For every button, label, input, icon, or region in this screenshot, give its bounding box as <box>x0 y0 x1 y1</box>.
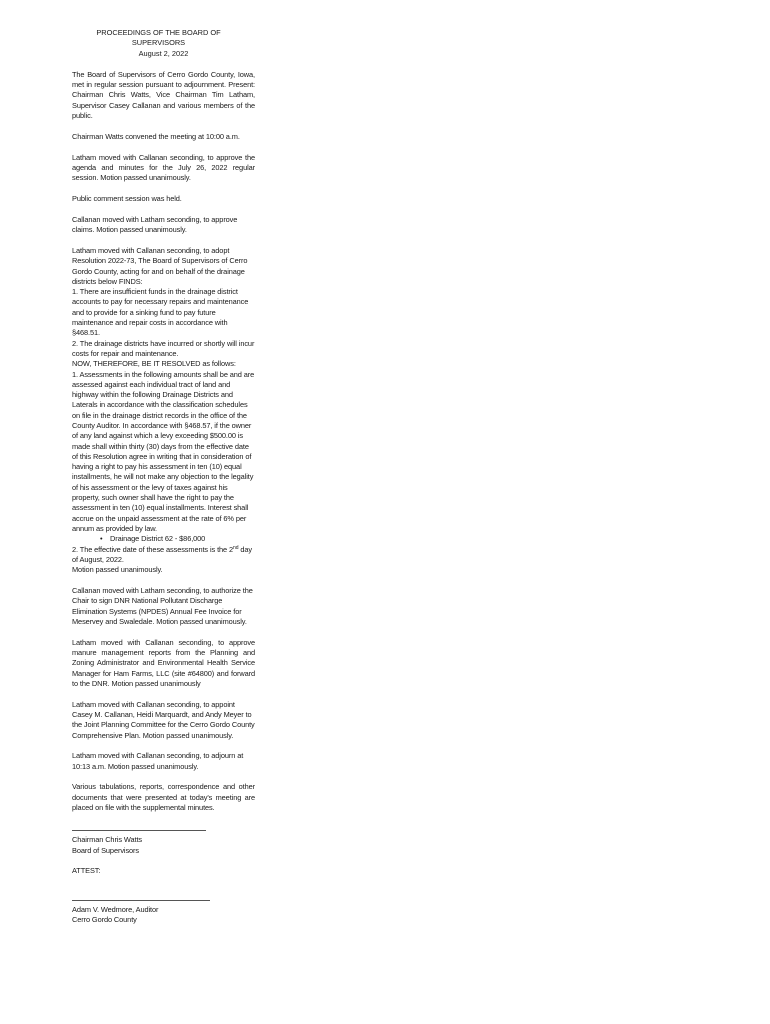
claims-motion-paragraph: Callanan moved with Latham seconding, to approve claims. Motion passed unanimously. <box>72 214 238 235</box>
resolution-finding-1: 1. There are insufficient funds in the drainage district accounts to pay for necessary repairs and maintenance and to provide for a sinking fund to pay future maintenance and repair costs in accordance with §468.51. <box>72 287 249 338</box>
bullet-icon: • <box>100 534 103 544</box>
meeting-date: August 2, 2022 <box>138 48 189 58</box>
convene-paragraph: Chairman Watts convened the meeting at 10:00 a.m. <box>72 131 240 141</box>
auditor-signature-line <box>72 899 210 901</box>
tabulations-paragraph: Various tabulations, reports, correspondence and other documents that were presented at today's meeting are placed on file with the supplemental minutes. <box>72 782 255 812</box>
manure-report-paragraph: Latham moved with Callanan seconding, to approve manure management reports from the Planning and Zoning Administrator and Environmental Health Service Manager for Ham Farms, LLC (site #64800) and forward to the DNR. Motion passed unanimously <box>72 637 255 688</box>
resolution-intro: Latham moved with Callanan seconding, to adopt Resolution 2022-73, The Board of Supervisors of Cerro Gordo County, acting for and on behalf of the drainage districts below FINDS: <box>72 245 248 286</box>
chair-signature-line <box>72 829 206 831</box>
resolved-item-1: 1. Assessments in the following amounts shall be and are assessed against each individual tract of land and highway within the following Drainage Districts and Laterals in accordance with the classification schedules on file in the drainage district records in the office of the County Auditor. In accordance with §468.57, if the owner of any land against which a levy exceeding $500.00 is made shall within thirty (30) days from the effective date of this Resolution agree in writing that in consideration of having a right to pay his assessment in ten (10) equal installments, he will not make any objection to the legality of his assessment or the levy of taxes against his property, such owner shall have the right to pay the assessment in ten (10) equal installments. Interest shall accrue on the unpaid assessment at the rate of 6% per annum as provided by law. <box>72 369 255 533</box>
attest-label: ATTEST: <box>72 866 101 876</box>
chair-title: Board of Supervisors <box>72 845 140 855</box>
resolved-heading: NOW, THEREFORE, BE IT RESOLVED as follows: <box>72 359 236 369</box>
document-title: PROCEEDINGS OF THE BOARD OF SUPERVISORS <box>96 28 221 48</box>
agenda-motion-paragraph: Latham moved with Callanan seconding, to approve the agenda and minutes for the July 26, 2022 regular session. Motion passed unanimously. <box>72 152 255 183</box>
chair-name: Chairman Chris Watts <box>72 835 143 845</box>
assessment-bullet-text: Drainage District 62 - $86,000 <box>110 534 206 544</box>
minutes-document <box>72 28 255 925</box>
resolution-block <box>72 246 255 576</box>
auditor-name: Adam V. Wedmore, Auditor <box>72 904 159 914</box>
ordinal-suffix: nd <box>233 544 239 551</box>
adjourn-paragraph: Latham moved with Callanan seconding, to adjourn at 10:13 a.m. Motion passed unanimously. <box>72 751 244 771</box>
resolved-item-2 <box>72 545 255 566</box>
npdes-motion-paragraph: Callanan moved with Latham seconding, to authorize the Chair to sign DNR National Pollutant Discharge Elimination Systems (NPDES) Annual Fee Invoice for Meservey and Swaledale. Motion passed unanimously. <box>72 585 253 626</box>
resolution-result: Motion passed unanimously. <box>72 565 163 575</box>
resolved-item-2-text: 2. The effective date of these assessments is the 2 <box>72 544 234 554</box>
resolution-finding-2: 2. The drainage districts have incurred or shortly will incur costs for repair and maintenance. <box>72 338 255 358</box>
attendance-paragraph: The Board of Supervisors of Cerro Gordo County, Iowa, met in regular session pursuant to adjournment. Present: Chairman Chris Watts, Vice Chairman Tim Latham, Supervisor Casey Callanan and various members of the public. <box>72 69 255 121</box>
public-comment-paragraph: Public comment session was held. <box>72 194 182 204</box>
auditor-signature-block <box>72 899 255 926</box>
document-header <box>72 28 255 59</box>
resolved-item-2-text-end: day of August, 2022. <box>72 544 252 564</box>
assessment-bullet <box>72 534 255 544</box>
auditor-title: Cerro Gordo County <box>72 914 137 924</box>
committee-appointment-paragraph: Latham moved with Callanan seconding, to appoint Casey M. Callanan, Heidi Marquardt, and Andy Meyer to the Joint Planning Committee for the Cerro Gordo County Comprehensive Plan. Motion passed unanimously. <box>72 699 255 740</box>
chair-signature-block <box>72 829 255 856</box>
